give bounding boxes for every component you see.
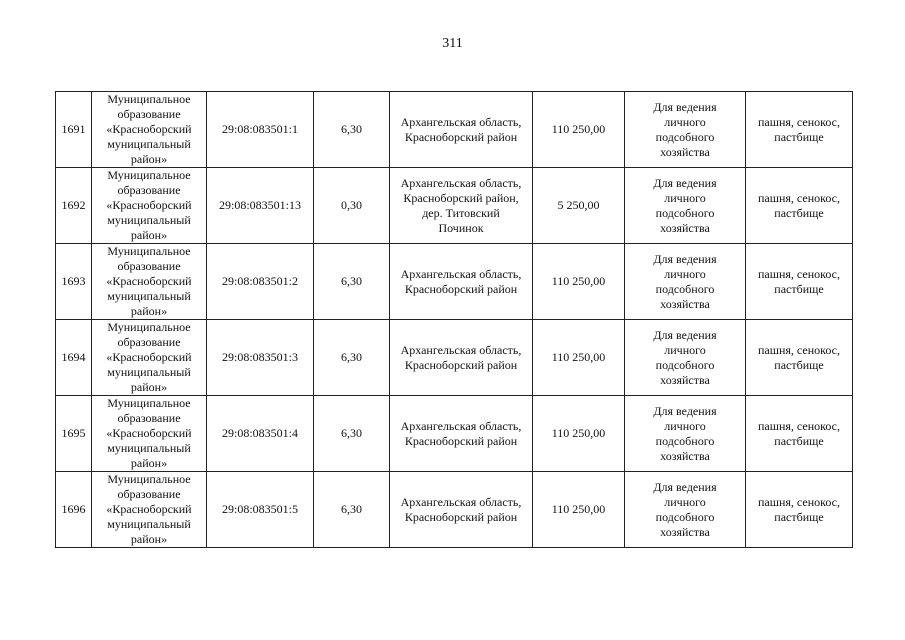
land-type-cell: пашня, сенокос, пастбище bbox=[746, 92, 853, 168]
table-row bbox=[56, 320, 853, 396]
row-number: 1693 bbox=[56, 244, 92, 320]
purpose-cell: Для ведения личного подсобного хозяйства bbox=[625, 92, 746, 168]
cadastral-number-cell: 29:08:083501:2 bbox=[207, 244, 314, 320]
cadastral-number-cell: 29:08:083501:5 bbox=[207, 472, 314, 548]
address-cell: Архангельская область, Красноборский район bbox=[390, 472, 533, 548]
price-cell: 110 250,00 bbox=[533, 472, 625, 548]
area-cell: 0,30 bbox=[314, 168, 390, 244]
address-cell: Архангельская область, Красноборский район bbox=[390, 396, 533, 472]
row-number: 1692 bbox=[56, 168, 92, 244]
row-number: 1695 bbox=[56, 396, 92, 472]
owner-cell: Муниципальное образование «Красноборский муниципальный район» bbox=[92, 244, 207, 320]
area-cell: 6,30 bbox=[314, 320, 390, 396]
purpose-cell: Для ведения личного подсобного хозяйства bbox=[625, 396, 746, 472]
owner-cell: Муниципальное образование «Красноборский муниципальный район» bbox=[92, 168, 207, 244]
row-number: 1691 bbox=[56, 92, 92, 168]
price-cell: 110 250,00 bbox=[533, 92, 625, 168]
area-cell: 6,30 bbox=[314, 472, 390, 548]
cadastral-number-cell: 29:08:083501:13 bbox=[207, 168, 314, 244]
area-cell: 6,30 bbox=[314, 244, 390, 320]
land-type-cell: пашня, сенокос, пастбище bbox=[746, 320, 853, 396]
area-cell: 6,30 bbox=[314, 396, 390, 472]
cadastral-number-cell: 29:08:083501:3 bbox=[207, 320, 314, 396]
cadastral-number-cell: 29:08:083501:4 bbox=[207, 396, 314, 472]
owner-cell: Муниципальное образование «Красноборский муниципальный район» bbox=[92, 472, 207, 548]
purpose-cell: Для ведения личного подсобного хозяйства bbox=[625, 320, 746, 396]
land-type-cell: пашня, сенокос, пастбище bbox=[746, 396, 853, 472]
price-cell: 110 250,00 bbox=[533, 320, 625, 396]
address-cell: Архангельская область, Красноборский район bbox=[390, 92, 533, 168]
address-cell: Архангельская область, Красноборский район bbox=[390, 320, 533, 396]
owner-cell: Муниципальное образование «Красноборский муниципальный район» bbox=[92, 320, 207, 396]
land-type-cell: пашня, сенокос, пастбище bbox=[746, 168, 853, 244]
price-cell: 110 250,00 bbox=[533, 396, 625, 472]
table-row bbox=[56, 244, 853, 320]
price-cell: 110 250,00 bbox=[533, 244, 625, 320]
row-number: 1696 bbox=[56, 472, 92, 548]
land-type-cell: пашня, сенокос, пастбище bbox=[746, 472, 853, 548]
page-number: 311 bbox=[442, 36, 463, 51]
table-row bbox=[56, 472, 853, 548]
land-type-cell: пашня, сенокос, пастбище bbox=[746, 244, 853, 320]
cadastral-number-cell: 29:08:083501:1 bbox=[207, 92, 314, 168]
address-cell: Архангельская область, Красноборский район, дер. Титовский Починок bbox=[390, 168, 533, 244]
address-cell: Архангельская область, Красноборский район bbox=[390, 244, 533, 320]
table-row bbox=[56, 396, 853, 472]
owner-cell: Муниципальное образование «Красноборский муниципальный район» bbox=[92, 396, 207, 472]
row-number: 1694 bbox=[56, 320, 92, 396]
price-cell: 5 250,00 bbox=[533, 168, 625, 244]
purpose-cell: Для ведения личного подсобного хозяйства bbox=[625, 244, 746, 320]
owner-cell: Муниципальное образование «Красноборский муниципальный район» bbox=[92, 92, 207, 168]
purpose-cell: Для ведения личного подсобного хозяйства bbox=[625, 168, 746, 244]
land-registry-table bbox=[55, 91, 853, 548]
purpose-cell: Для ведения личного подсобного хозяйства bbox=[625, 472, 746, 548]
area-cell: 6,30 bbox=[314, 92, 390, 168]
table-row bbox=[56, 92, 853, 168]
table-row bbox=[56, 168, 853, 244]
